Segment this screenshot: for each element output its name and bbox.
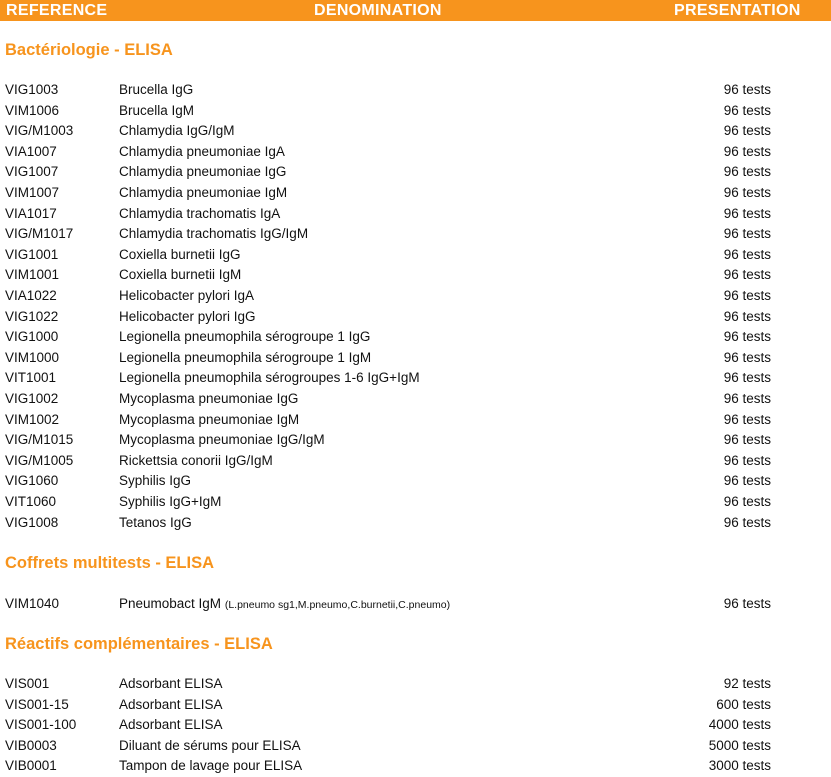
- table-row: [0, 594, 831, 614]
- row-denomination: [119, 121, 235, 141]
- row-reference: VIT1060: [5, 494, 57, 509]
- row-denomination-name: Syphilis IgG: [119, 473, 192, 489]
- row-presentation: 96 tests: [723, 226, 771, 242]
- row-denomination: [119, 410, 299, 430]
- row-denomination: [119, 695, 223, 715]
- section-title: Bactériologie - ELISA: [5, 41, 173, 59]
- section-title: Coffrets multitests - ELISA: [5, 554, 215, 572]
- row-presentation: 96 tests: [723, 102, 771, 118]
- row-presentation: 96 tests: [723, 164, 771, 180]
- table-row: [0, 513, 831, 533]
- row-presentation: 96 tests: [723, 82, 771, 97]
- row-presentation: 96 tests: [723, 494, 771, 509]
- row-presentation: 4000 tests: [708, 717, 771, 733]
- row-denomination-name: Helicobacter pylori IgA: [119, 288, 255, 303]
- row-denomination: [119, 142, 285, 162]
- row-reference: VIG1003: [5, 82, 59, 97]
- table-row: [0, 162, 831, 182]
- row-denomination-name: Syphilis IgG+IgM: [119, 494, 222, 509]
- row-presentation: 92 tests: [723, 676, 771, 691]
- table-row: [0, 286, 831, 306]
- row-denomination-name: Chlamydia IgG/IgM: [119, 123, 235, 139]
- table-row: [0, 80, 831, 100]
- row-denomination: [119, 368, 420, 388]
- row-denomination: [119, 513, 192, 533]
- row-reference: VIS001-100: [5, 717, 77, 733]
- row-denomination: [119, 307, 256, 327]
- table-row: [0, 101, 831, 121]
- row-denomination: [119, 756, 302, 776]
- row-denomination-name: Chlamydia pneumoniae IgG: [119, 164, 287, 180]
- table-row: [0, 121, 831, 141]
- row-reference: VIG/M1017: [5, 226, 74, 242]
- row-denomination-name: Helicobacter pylori IgG: [119, 308, 256, 324]
- table-row: [0, 368, 831, 388]
- row-reference: VIG1007: [5, 164, 59, 180]
- row-denomination-name: Chlamydia trachomatis IgG/IgM: [119, 226, 309, 242]
- row-presentation: 96 tests: [723, 267, 771, 283]
- table-row: [0, 430, 831, 450]
- row-denomination: [119, 389, 298, 409]
- table-row: [0, 204, 831, 224]
- row-denomination-name: Legionella pneumophila sérogroupe 1 IgG: [119, 329, 371, 345]
- row-denomination: [119, 492, 221, 512]
- row-denomination: [119, 286, 254, 306]
- row-denomination-name: Legionella pneumophila sérogroupes 1-6 IgG+IgM: [119, 370, 420, 386]
- row-denomination: [119, 204, 280, 224]
- row-denomination: [119, 736, 301, 756]
- row-denomination-name: Mycoplasma pneumoniae IgM: [119, 411, 300, 427]
- row-reference: VIB0001: [5, 758, 57, 774]
- row-denomination-name: Tampon de lavage pour ELISA: [119, 758, 303, 774]
- row-denomination: [119, 715, 223, 735]
- row-presentation: 96 tests: [723, 391, 771, 406]
- row-presentation: 96 tests: [723, 288, 771, 303]
- row-reference: VIG1060: [5, 473, 59, 489]
- row-reference: VIA1017: [5, 205, 57, 221]
- table-row: [0, 756, 831, 776]
- table-row: [0, 410, 831, 430]
- table-row: [0, 695, 831, 715]
- section-title: Réactifs complémentaires - ELISA: [5, 635, 273, 653]
- row-denomination: [119, 101, 194, 121]
- row-denomination-name: Mycoplasma pneumoniae IgG/IgM: [119, 432, 325, 448]
- row-reference: VIB0003: [5, 737, 57, 753]
- row-presentation: 96 tests: [723, 185, 771, 200]
- table-row: [0, 245, 831, 265]
- row-denomination-name: Adsorbant ELISA: [119, 696, 223, 712]
- header-presentation: PRESENTATION: [674, 2, 801, 19]
- row-denomination-name: Mycoplasma pneumoniae IgG: [119, 391, 299, 406]
- table-row: [0, 674, 831, 694]
- row-presentation: 96 tests: [723, 432, 771, 448]
- row-denomination-name: Coxiella burnetii IgG: [119, 246, 241, 262]
- row-reference: VIM1000: [5, 349, 60, 365]
- row-denomination: [119, 183, 287, 203]
- row-reference: VIG1002: [5, 391, 59, 406]
- row-reference: VIG/M1003: [5, 123, 74, 139]
- row-reference: VIM1002: [5, 411, 60, 427]
- row-denomination-name: Diluant de sérums pour ELISA: [119, 737, 301, 753]
- row-denomination: [119, 451, 273, 471]
- table-row: [0, 715, 831, 735]
- row-presentation: 96 tests: [723, 246, 771, 262]
- table-row: [0, 471, 831, 491]
- row-denomination: [119, 674, 223, 694]
- row-denomination-name: Chlamydia pneumoniae IgM: [119, 185, 288, 200]
- table-row: [0, 492, 831, 512]
- row-reference: VIT1001: [5, 370, 57, 386]
- row-reference: VIA1007: [5, 143, 57, 159]
- row-reference: VIM1006: [5, 102, 60, 118]
- row-reference: VIM1001: [5, 267, 60, 283]
- row-denomination: [119, 327, 370, 347]
- table-header: [0, 0, 831, 21]
- header-denomination: DENOMINATION: [314, 2, 442, 19]
- header-reference: REFERENCE: [6, 2, 108, 19]
- row-presentation: 96 tests: [723, 143, 771, 159]
- row-denomination: [119, 594, 450, 615]
- table-row: [0, 736, 831, 756]
- row-presentation: 96 tests: [723, 452, 771, 468]
- row-denomination: [119, 80, 193, 100]
- row-reference: VIG/M1005: [5, 452, 74, 468]
- row-presentation: 96 tests: [723, 596, 771, 611]
- table-row: [0, 183, 831, 203]
- row-denomination-name: Adsorbant ELISA: [119, 717, 223, 733]
- row-denomination-name: Pneumobact IgM: [119, 596, 222, 611]
- row-reference: VIG1001: [5, 246, 59, 262]
- row-reference: VIS001-15: [5, 696, 69, 712]
- row-presentation: 96 tests: [723, 123, 771, 139]
- row-reference: VIA1022: [5, 288, 57, 303]
- table-row: [0, 389, 831, 409]
- row-denomination-name: Brucella IgG: [119, 82, 194, 97]
- row-denomination-name: Chlamydia trachomatis IgA: [119, 205, 281, 221]
- row-presentation: 3000 tests: [708, 758, 771, 774]
- row-presentation: 96 tests: [723, 329, 771, 345]
- table-row: [0, 224, 831, 244]
- row-denomination: [119, 245, 241, 265]
- table-row: [0, 265, 831, 285]
- row-reference: VIG1000: [5, 329, 59, 345]
- row-presentation: 96 tests: [723, 349, 771, 365]
- table-row: [0, 451, 831, 471]
- row-presentation: 96 tests: [723, 205, 771, 221]
- row-reference: VIS001: [5, 676, 50, 691]
- row-reference: VIG/M1015: [5, 432, 74, 448]
- row-denomination-name: Legionella pneumophila sérogroupe 1 IgM: [119, 349, 372, 365]
- row-denomination-name: Tetanos IgG: [119, 514, 192, 530]
- row-presentation: 96 tests: [723, 473, 771, 489]
- row-presentation: 96 tests: [723, 370, 771, 386]
- table-row: [0, 307, 831, 327]
- row-reference: VIM1040: [5, 596, 60, 611]
- row-denomination-note: (L.pneumo sg1,M.pneumo,C.burnetii,C.pneumo): [224, 599, 451, 611]
- row-reference: VIG1008: [5, 514, 59, 530]
- row-denomination: [119, 471, 191, 491]
- table-row: [0, 142, 831, 162]
- row-presentation: 600 tests: [716, 696, 771, 712]
- row-presentation: 5000 tests: [708, 737, 771, 753]
- row-denomination: [119, 265, 241, 285]
- row-reference: VIG1022: [5, 308, 59, 324]
- row-denomination: [119, 162, 286, 182]
- row-reference: VIM1007: [5, 185, 60, 200]
- row-presentation: 96 tests: [723, 514, 771, 530]
- row-denomination-name: Adsorbant ELISA: [119, 676, 223, 691]
- row-denomination-name: Rickettsia conorii IgG/IgM: [119, 452, 273, 468]
- row-denomination: [119, 224, 308, 244]
- table-row: [0, 348, 831, 368]
- row-denomination: [119, 430, 325, 450]
- row-denomination-name: Chlamydia pneumoniae IgA: [119, 143, 285, 159]
- table-row: [0, 327, 831, 347]
- row-denomination-name: Brucella IgM: [119, 102, 195, 118]
- row-presentation: 96 tests: [723, 308, 771, 324]
- row-presentation: 96 tests: [723, 411, 771, 427]
- row-denomination: [119, 348, 371, 368]
- row-denomination-name: Coxiella burnetii IgM: [119, 267, 242, 283]
